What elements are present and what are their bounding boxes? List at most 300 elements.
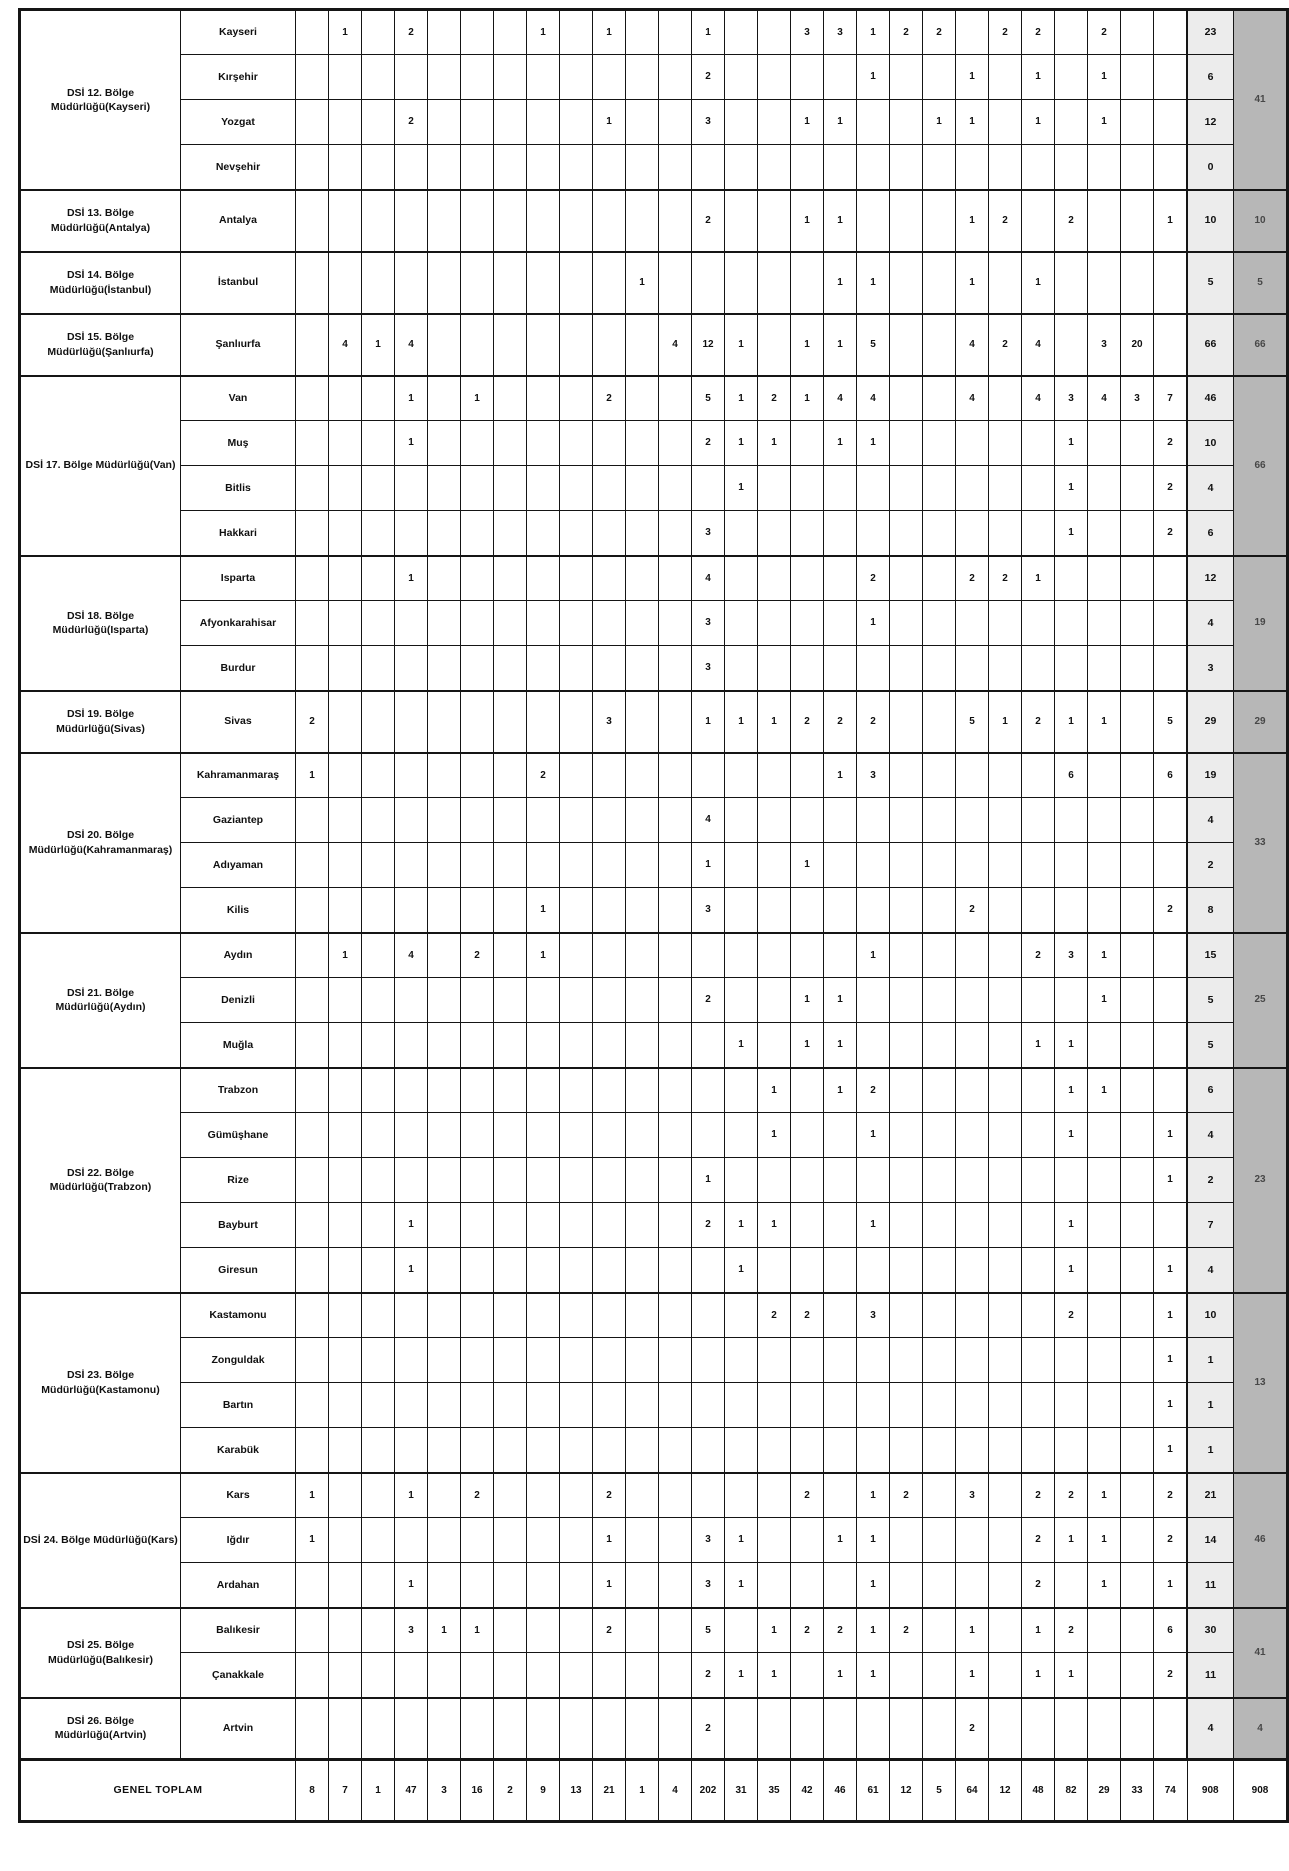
value-cell: 2 [890,1473,923,1518]
value-cell [329,1338,362,1383]
value-cell [527,421,560,466]
value-cell: 2 [989,314,1022,376]
value-cell [593,556,626,601]
value-cell [593,1428,626,1473]
value-cell [890,1068,923,1113]
value-cell [824,1203,857,1248]
value-cell [593,1068,626,1113]
value-cell [692,1383,725,1428]
value-cell [659,55,692,100]
grand-total-value-cell: 13 [560,1760,593,1822]
value-cell [560,646,593,691]
province-label: Bartın [181,1383,296,1428]
value-cell [725,601,758,646]
value-cell: 2 [1055,1293,1088,1338]
value-cell [725,10,758,55]
value-cell [362,145,395,190]
value-cell: 1 [1022,556,1055,601]
value-cell [461,691,494,753]
value-cell: 2 [692,1698,725,1760]
value-cell [593,1158,626,1203]
value-cell [890,145,923,190]
value-cell [857,1023,890,1068]
value-cell: 1 [692,1158,725,1203]
value-cell [824,1113,857,1158]
value-cell [362,1698,395,1760]
value-cell [329,1698,362,1760]
value-cell: 1 [857,1518,890,1563]
value-cell [362,1428,395,1473]
value-cell [626,145,659,190]
value-cell [923,798,956,843]
table-row [20,601,1288,646]
value-cell: 3 [692,1563,725,1608]
value-cell [1022,753,1055,798]
value-cell [890,376,923,421]
value-cell [890,1158,923,1203]
value-cell [428,1383,461,1428]
value-cell [428,55,461,100]
value-cell [659,1698,692,1760]
table-row [20,753,1288,798]
value-cell [692,145,725,190]
value-cell: 1 [1088,55,1121,100]
value-cell: 1 [692,10,725,55]
value-cell [1055,1338,1088,1383]
value-cell [296,1608,329,1653]
value-cell [593,753,626,798]
province-label: Denizli [181,978,296,1023]
value-cell [296,933,329,978]
value-cell [1055,100,1088,145]
value-cell [428,601,461,646]
value-cell: 4 [857,376,890,421]
value-cell: 2 [461,933,494,978]
value-cell [395,511,428,556]
value-cell [461,1518,494,1563]
value-cell [659,798,692,843]
table-row [20,1698,1288,1760]
value-cell [758,933,791,978]
value-cell [824,55,857,100]
table-row [20,1203,1288,1248]
value-cell [362,601,395,646]
value-cell [362,421,395,466]
value-cell [296,978,329,1023]
value-cell [560,10,593,55]
value-cell: 1 [857,933,890,978]
value-cell [1055,1383,1088,1428]
value-cell [659,100,692,145]
value-cell: 5 [1154,691,1188,753]
region-directorate-label: DSİ 25. Bölge Müdürlüğü(Balıkesir) [20,1608,181,1698]
value-cell [890,1563,923,1608]
value-cell [626,1338,659,1383]
value-cell [494,601,527,646]
value-cell [956,1518,989,1563]
value-cell [527,1158,560,1203]
value-cell [1088,145,1121,190]
value-cell [989,1608,1022,1653]
table-row [20,55,1288,100]
value-cell [296,1293,329,1338]
value-cell [923,421,956,466]
row-total-cell: 10 [1187,190,1234,252]
value-cell: 2 [758,376,791,421]
value-cell [1088,1158,1121,1203]
grand-total-value-cell: 7 [329,1760,362,1822]
value-cell [725,511,758,556]
value-cell: 1 [725,1248,758,1293]
value-cell [593,978,626,1023]
value-cell [329,1158,362,1203]
value-cell [329,1023,362,1068]
value-cell: 1 [1154,190,1188,252]
grand-total-value-cell: 48 [1022,1760,1055,1822]
value-cell [1088,753,1121,798]
value-cell [956,10,989,55]
value-cell [461,314,494,376]
value-cell [593,1248,626,1293]
grand-total-value-cell: 29 [1088,1760,1121,1822]
value-cell [1121,1158,1154,1203]
value-cell [824,888,857,933]
value-cell [659,1248,692,1293]
value-cell: 2 [1022,1518,1055,1563]
value-cell: 1 [725,1518,758,1563]
value-cell [329,1293,362,1338]
value-cell [329,1383,362,1428]
value-cell [725,556,758,601]
value-cell [1022,1383,1055,1428]
value-cell: 2 [857,1068,890,1113]
value-cell [626,888,659,933]
value-cell [758,1338,791,1383]
value-cell: 1 [1022,252,1055,314]
value-cell [956,1383,989,1428]
value-cell [824,1338,857,1383]
value-cell [560,1338,593,1383]
value-cell [1088,1113,1121,1158]
value-cell [395,1698,428,1760]
value-cell [1121,100,1154,145]
value-cell [560,1383,593,1428]
value-cell [791,55,824,100]
value-cell [362,1473,395,1518]
value-cell: 1 [527,10,560,55]
value-cell [494,1158,527,1203]
value-cell [428,1158,461,1203]
row-total-cell: 66 [1187,314,1234,376]
value-cell [956,421,989,466]
value-cell: 1 [758,1113,791,1158]
value-cell [395,691,428,753]
value-cell [1088,1203,1121,1248]
value-cell [1022,145,1055,190]
row-total-cell: 4 [1187,1248,1234,1293]
value-cell: 1 [1154,1563,1188,1608]
value-cell [791,1383,824,1428]
value-cell [890,601,923,646]
value-cell: 1 [1055,1068,1088,1113]
value-cell [1088,843,1121,888]
row-total-cell: 4 [1187,466,1234,511]
value-cell: 1 [824,252,857,314]
value-cell [560,145,593,190]
value-cell [329,511,362,556]
value-cell [329,1203,362,1248]
value-cell [494,252,527,314]
value-cell [1022,1293,1055,1338]
value-cell [494,10,527,55]
grand-total-value-cell: 74 [1154,1760,1188,1822]
value-cell [791,466,824,511]
value-cell [560,1428,593,1473]
value-cell [626,556,659,601]
value-cell [1088,1293,1121,1338]
value-cell [560,421,593,466]
value-cell: 1 [1088,933,1121,978]
value-cell [329,843,362,888]
value-cell [923,1068,956,1113]
province-label: Bitlis [181,466,296,511]
value-cell [1154,646,1188,691]
value-cell [791,1698,824,1760]
value-cell: 4 [329,314,362,376]
value-cell: 2 [527,753,560,798]
grand-total-value-cell: 61 [857,1760,890,1822]
value-cell [758,466,791,511]
value-cell: 1 [329,10,362,55]
value-cell [956,601,989,646]
value-cell [989,933,1022,978]
value-cell [296,55,329,100]
value-cell [956,1203,989,1248]
value-cell [890,1383,923,1428]
value-cell [1055,1698,1088,1760]
value-cell: 4 [692,798,725,843]
value-cell [890,888,923,933]
value-cell [758,646,791,691]
value-cell [461,1068,494,1113]
value-cell [1022,978,1055,1023]
table-body [20,10,1288,1822]
value-cell [989,1158,1022,1203]
value-cell [923,1518,956,1563]
value-cell [1055,314,1088,376]
province-label: Nevşehir [181,145,296,190]
value-cell [626,1293,659,1338]
value-cell [989,1428,1022,1473]
row-total-cell: 12 [1187,556,1234,601]
value-cell [890,843,923,888]
table-row [20,100,1288,145]
value-cell [593,888,626,933]
value-cell [725,252,758,314]
value-cell [824,1473,857,1518]
value-cell: 1 [791,843,824,888]
value-cell: 2 [1154,511,1188,556]
value-cell [890,314,923,376]
group-total-cell: 29 [1234,691,1288,753]
value-cell [857,888,890,933]
value-cell [989,1698,1022,1760]
table-row [20,1338,1288,1383]
value-cell: 1 [725,421,758,466]
value-cell: 1 [791,978,824,1023]
value-cell [395,55,428,100]
table-row [20,1653,1288,1698]
value-cell [494,843,527,888]
table-row [20,1518,1288,1563]
value-cell: 1 [989,691,1022,753]
value-cell [560,190,593,252]
value-cell [626,314,659,376]
value-cell [824,1158,857,1203]
value-cell [494,1203,527,1248]
value-cell: 2 [1022,10,1055,55]
value-cell [461,145,494,190]
value-cell [560,1113,593,1158]
table-row [20,1068,1288,1113]
value-cell [329,691,362,753]
value-cell: 1 [692,691,725,753]
table-row [20,1113,1288,1158]
value-cell [1088,601,1121,646]
value-cell [494,753,527,798]
table-row [20,190,1288,252]
value-cell: 1 [857,1473,890,1518]
table-row [20,1248,1288,1293]
value-cell [989,1293,1022,1338]
value-cell [428,1338,461,1383]
value-cell [956,1563,989,1608]
value-cell: 3 [692,646,725,691]
value-cell [362,1563,395,1608]
value-cell [626,1383,659,1428]
value-cell: 2 [890,10,923,55]
value-cell [428,1023,461,1068]
value-cell [989,511,1022,556]
value-cell [923,1653,956,1698]
group-total-cell: 5 [1234,252,1288,314]
value-cell [329,753,362,798]
value-cell [1055,843,1088,888]
row-total-cell: 23 [1187,10,1234,55]
value-cell [989,753,1022,798]
value-cell [428,1653,461,1698]
value-cell [956,145,989,190]
value-cell [329,1068,362,1113]
value-cell: 2 [989,556,1022,601]
value-cell [1121,601,1154,646]
value-cell [923,933,956,978]
value-cell [428,10,461,55]
value-cell: 1 [1022,1653,1055,1698]
value-cell: 2 [857,691,890,753]
value-cell [329,190,362,252]
value-cell [725,1698,758,1760]
value-cell [296,646,329,691]
value-cell [329,1653,362,1698]
value-cell: 1 [1022,1608,1055,1653]
value-cell [329,1518,362,1563]
value-cell [626,1473,659,1518]
value-cell: 2 [791,1608,824,1653]
value-cell [494,466,527,511]
value-cell [692,1293,725,1338]
province-label: Zonguldak [181,1338,296,1383]
value-cell [296,100,329,145]
value-cell [494,190,527,252]
value-cell [890,1653,923,1698]
value-cell [593,1698,626,1760]
value-cell [1154,10,1188,55]
value-cell: 1 [758,691,791,753]
value-cell [1088,421,1121,466]
province-label: Hakkari [181,511,296,556]
value-cell [428,1698,461,1760]
region-directorate-label: DSİ 24. Bölge Müdürlüğü(Kars) [20,1473,181,1608]
value-cell: 2 [956,1698,989,1760]
value-cell [1154,556,1188,601]
value-cell [725,933,758,978]
grand-total-value-cell: 9 [527,1760,560,1822]
value-cell [461,1383,494,1428]
value-cell [329,1248,362,1293]
value-cell [692,753,725,798]
value-cell [329,556,362,601]
value-cell [923,1203,956,1248]
value-cell [923,1158,956,1203]
value-cell [362,1383,395,1428]
value-cell [296,1158,329,1203]
value-cell [1022,1338,1055,1383]
value-cell [1088,1383,1121,1428]
value-cell [428,252,461,314]
province-label: Aydın [181,933,296,978]
value-cell: 1 [1088,1068,1121,1113]
value-cell: 3 [1088,314,1121,376]
value-cell [989,798,1022,843]
value-cell [593,1203,626,1248]
value-cell [593,798,626,843]
value-cell [527,1113,560,1158]
value-cell [494,798,527,843]
value-cell [296,1698,329,1760]
value-cell [560,100,593,145]
value-cell [626,1608,659,1653]
row-total-cell: 6 [1187,1068,1234,1113]
value-cell [560,1608,593,1653]
value-cell [659,1428,692,1473]
value-cell [626,511,659,556]
province-label: Muğla [181,1023,296,1068]
value-cell [989,1338,1022,1383]
value-cell [1022,511,1055,556]
value-cell [692,466,725,511]
value-cell: 1 [593,10,626,55]
value-cell [494,691,527,753]
value-cell [1121,843,1154,888]
value-cell: 1 [1154,1338,1188,1383]
value-cell [758,753,791,798]
value-cell [494,1068,527,1113]
value-cell [1022,1158,1055,1203]
value-cell: 1 [791,314,824,376]
value-cell [362,978,395,1023]
value-cell [692,1473,725,1518]
